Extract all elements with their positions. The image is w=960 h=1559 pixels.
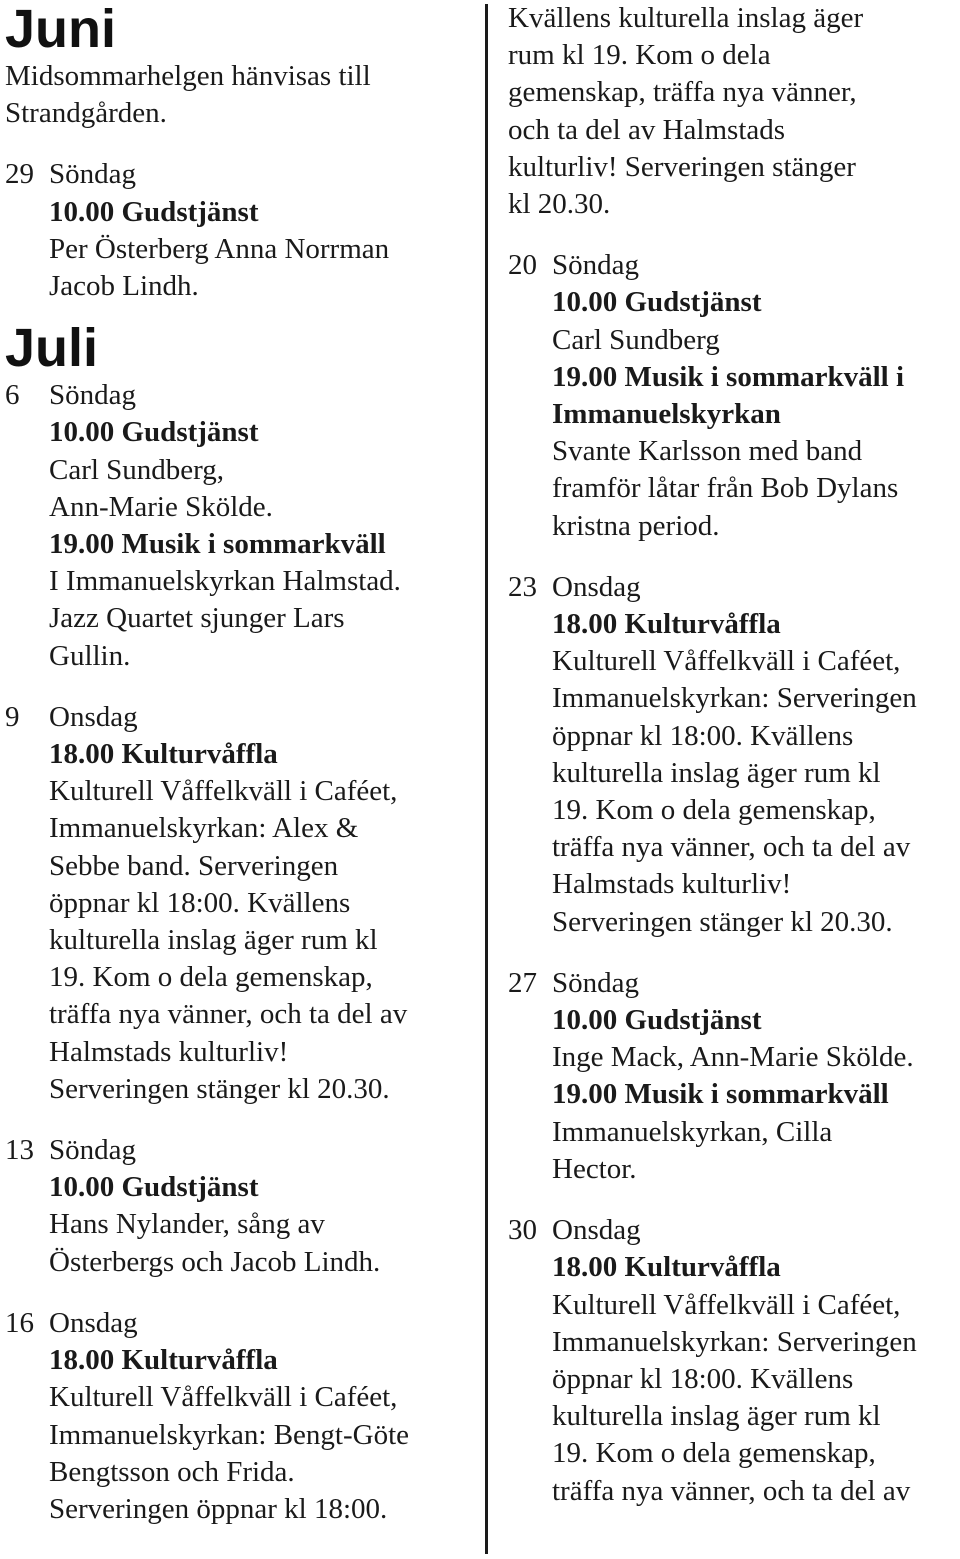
calendar-event xyxy=(5,1305,475,1528)
event-detail-line: Svante Karlsson med band xyxy=(552,435,863,468)
event-heading-line: 19.00 Musik i sommarkväll i xyxy=(552,360,905,393)
event-detail-line: öppnar kl 18:00. Kvällens xyxy=(552,1362,854,1395)
event-detail-line: Kulturell Våffelkväll i Caféet, xyxy=(49,1381,398,1414)
event-detail-line: Kulturell Våffelkväll i Caféet, xyxy=(552,1288,901,1321)
text-line: kulturliv! Serveringen stänger xyxy=(508,150,856,183)
event-heading-line: 19.00 Musik i sommarkväll xyxy=(552,1078,889,1111)
event-weekday: Söndag xyxy=(49,1134,136,1167)
event-body xyxy=(508,1249,960,1509)
event-day-number: 23 xyxy=(508,570,537,603)
event-detail-line: 19. Kom o dela gemenskap, xyxy=(552,1437,876,1470)
event-detail-line: 19. Kom o dela gemenskap, xyxy=(552,794,876,827)
event-body xyxy=(5,414,475,674)
july-left-events xyxy=(5,377,475,1528)
event-heading-line: 18.00 Kulturvåffla xyxy=(552,1251,781,1284)
event-detail-line: Gullin. xyxy=(49,639,131,672)
calendar-event xyxy=(5,699,475,1108)
calendar-event xyxy=(5,377,475,675)
event-detail-line: Per Österberg Anna Norrman xyxy=(49,232,390,265)
left-column xyxy=(5,0,475,1552)
calendar-event xyxy=(5,1132,475,1281)
event-detail-line: kulturella inslag äger rum kl xyxy=(552,756,881,789)
event-heading-line: 10.00 Gudstjänst xyxy=(552,1004,762,1037)
july-right-events xyxy=(508,247,960,1510)
event-detail-line: kristna period. xyxy=(552,509,720,542)
event-weekday: Söndag xyxy=(49,158,136,191)
event-detail-line: Carl Sundberg xyxy=(552,323,720,356)
event-detail-line: Kulturell Våffelkväll i Caféet, xyxy=(49,775,398,808)
event-header xyxy=(508,965,960,1002)
event-day-number: 6 xyxy=(5,379,20,412)
event-detail-line: framför låtar från Bob Dylans xyxy=(552,472,899,505)
event-detail-line: I Immanuelskyrkan Halmstad. xyxy=(49,565,401,598)
event-detail-line: träffa nya vänner, och ta del av xyxy=(49,998,408,1031)
event-header xyxy=(508,569,960,606)
event-weekday: Söndag xyxy=(49,379,136,412)
event-detail-line: Immanuelskyrkan: Serveringen xyxy=(552,682,917,715)
event-header xyxy=(5,1305,475,1342)
event-header xyxy=(508,1212,960,1249)
event-detail-line: Immanuelskyrkan, Cilla xyxy=(552,1115,833,1148)
month-title-june: Juni xyxy=(5,0,117,59)
event-weekday: Onsdag xyxy=(49,1306,138,1339)
event-header xyxy=(508,247,960,284)
event-detail-line: träffa nya vänner, och ta del av xyxy=(552,831,911,864)
event-detail-line: Hans Nylander, sång av xyxy=(49,1208,325,1241)
event-detail-line: Österbergs och Jacob Lindh. xyxy=(49,1245,381,1278)
event-body xyxy=(508,284,960,544)
event-detail-line: Hector. xyxy=(552,1152,637,1185)
event-detail-line: Jazz Quartet sjunger Lars xyxy=(49,602,345,635)
event-weekday: Söndag xyxy=(552,249,639,282)
column-divider xyxy=(485,4,488,1554)
event-detail-line: Inge Mack, Ann-Marie Skölde. xyxy=(552,1041,914,1074)
event-detail-line: Serveringen stänger kl 20.30. xyxy=(552,905,893,938)
event-heading-line: 18.00 Kulturvåffla xyxy=(552,608,781,641)
event-detail-line: Halmstads kulturliv! xyxy=(49,1035,289,1068)
event-heading-line: 18.00 Kulturvåffla xyxy=(49,1344,278,1377)
intro-line: Midsommarhelgen hänvisas till xyxy=(5,60,371,92)
event-heading-line: 10.00 Gudstjänst xyxy=(49,416,259,449)
event-day-number: 13 xyxy=(5,1134,34,1167)
event-body xyxy=(508,606,960,941)
event-detail-line: kulturella inslag äger rum kl xyxy=(49,924,378,957)
text-line: och ta del av Halmstads xyxy=(508,113,786,146)
event-weekday: Onsdag xyxy=(552,570,641,603)
event-detail-line: Jacob Lindh. xyxy=(49,270,199,303)
event-detail-line: Kulturell Våffelkväll i Caféet, xyxy=(552,645,901,678)
event-detail-line: Serveringen stänger kl 20.30. xyxy=(49,1072,390,1105)
event-heading-line: 10.00 Gudstjänst xyxy=(49,195,259,228)
event-body xyxy=(5,194,475,306)
text-line: gemenskap, träffa nya vänner, xyxy=(508,76,857,109)
event-detail-line: Immanuelskyrkan: Serveringen xyxy=(552,1325,917,1358)
event-header xyxy=(5,699,475,736)
event-day-number: 27 xyxy=(508,966,537,999)
text-line: kl 20.30. xyxy=(508,188,611,221)
right-column xyxy=(508,0,960,1534)
event-body xyxy=(5,1342,475,1528)
event-detail-line: Sebbe band. Serveringen xyxy=(49,849,339,882)
calendar-event xyxy=(508,1212,960,1510)
event-detail-line: 19. Kom o dela gemenskap, xyxy=(49,961,373,994)
event-body xyxy=(508,1002,960,1188)
event-heading-line: 10.00 Gudstjänst xyxy=(49,1171,259,1204)
event-detail-line: Carl Sundberg, xyxy=(49,453,225,486)
calendar-event xyxy=(508,569,960,941)
event-heading-line: Immanuelskyrkan xyxy=(552,398,781,431)
event-day-number: 30 xyxy=(508,1214,537,1247)
event-detail-line: Ann-Marie Skölde. xyxy=(49,490,273,523)
event-day-number: 16 xyxy=(5,1306,34,1339)
continued-text xyxy=(508,0,960,223)
event-day-number: 20 xyxy=(508,249,537,282)
event-body xyxy=(5,736,475,1108)
event-heading-line: 19.00 Musik i sommarkväll xyxy=(49,528,386,561)
event-body xyxy=(5,1169,475,1281)
intro-line: Strandgården. xyxy=(5,97,167,130)
event-day-number: 9 xyxy=(5,700,20,733)
month-title-july: Juli xyxy=(5,318,99,379)
event-detail-line: öppnar kl 18:00. Kvällens xyxy=(552,719,854,752)
june-intro xyxy=(5,58,475,132)
event-detail-line: träffa nya vänner, och ta del av xyxy=(552,1474,911,1507)
event-header xyxy=(5,377,475,414)
event-detail-line: Bengtsson och Frida. xyxy=(49,1455,295,1488)
event-heading-line: 10.00 Gudstjänst xyxy=(552,286,762,319)
event-detail-line: kulturella inslag äger rum kl xyxy=(552,1400,881,1433)
event-detail-line: öppnar kl 18:00. Kvällens xyxy=(49,886,351,919)
event-detail-line: Immanuelskyrkan: Alex & xyxy=(49,812,359,845)
calendar-event xyxy=(508,965,960,1188)
event-detail-line: Serveringen öppnar kl 18:00. xyxy=(49,1492,388,1525)
calendar-event xyxy=(508,247,960,545)
calendar-event xyxy=(5,156,475,305)
event-day-number: 29 xyxy=(5,158,34,191)
event-header xyxy=(5,1132,475,1169)
event-weekday: Söndag xyxy=(552,966,639,999)
event-weekday: Onsdag xyxy=(552,1214,641,1247)
event-header xyxy=(5,156,475,193)
june-events xyxy=(5,156,475,305)
event-heading-line: 18.00 Kulturvåffla xyxy=(49,738,278,771)
text-line: rum kl 19. Kom o dela xyxy=(508,39,771,72)
event-detail-line: Immanuelskyrkan: Bengt-Göte xyxy=(49,1418,409,1451)
text-line: Kvällens kulturella inslag äger xyxy=(508,2,864,34)
event-weekday: Onsdag xyxy=(49,700,138,733)
event-detail-line: Halmstads kulturliv! xyxy=(552,868,792,901)
